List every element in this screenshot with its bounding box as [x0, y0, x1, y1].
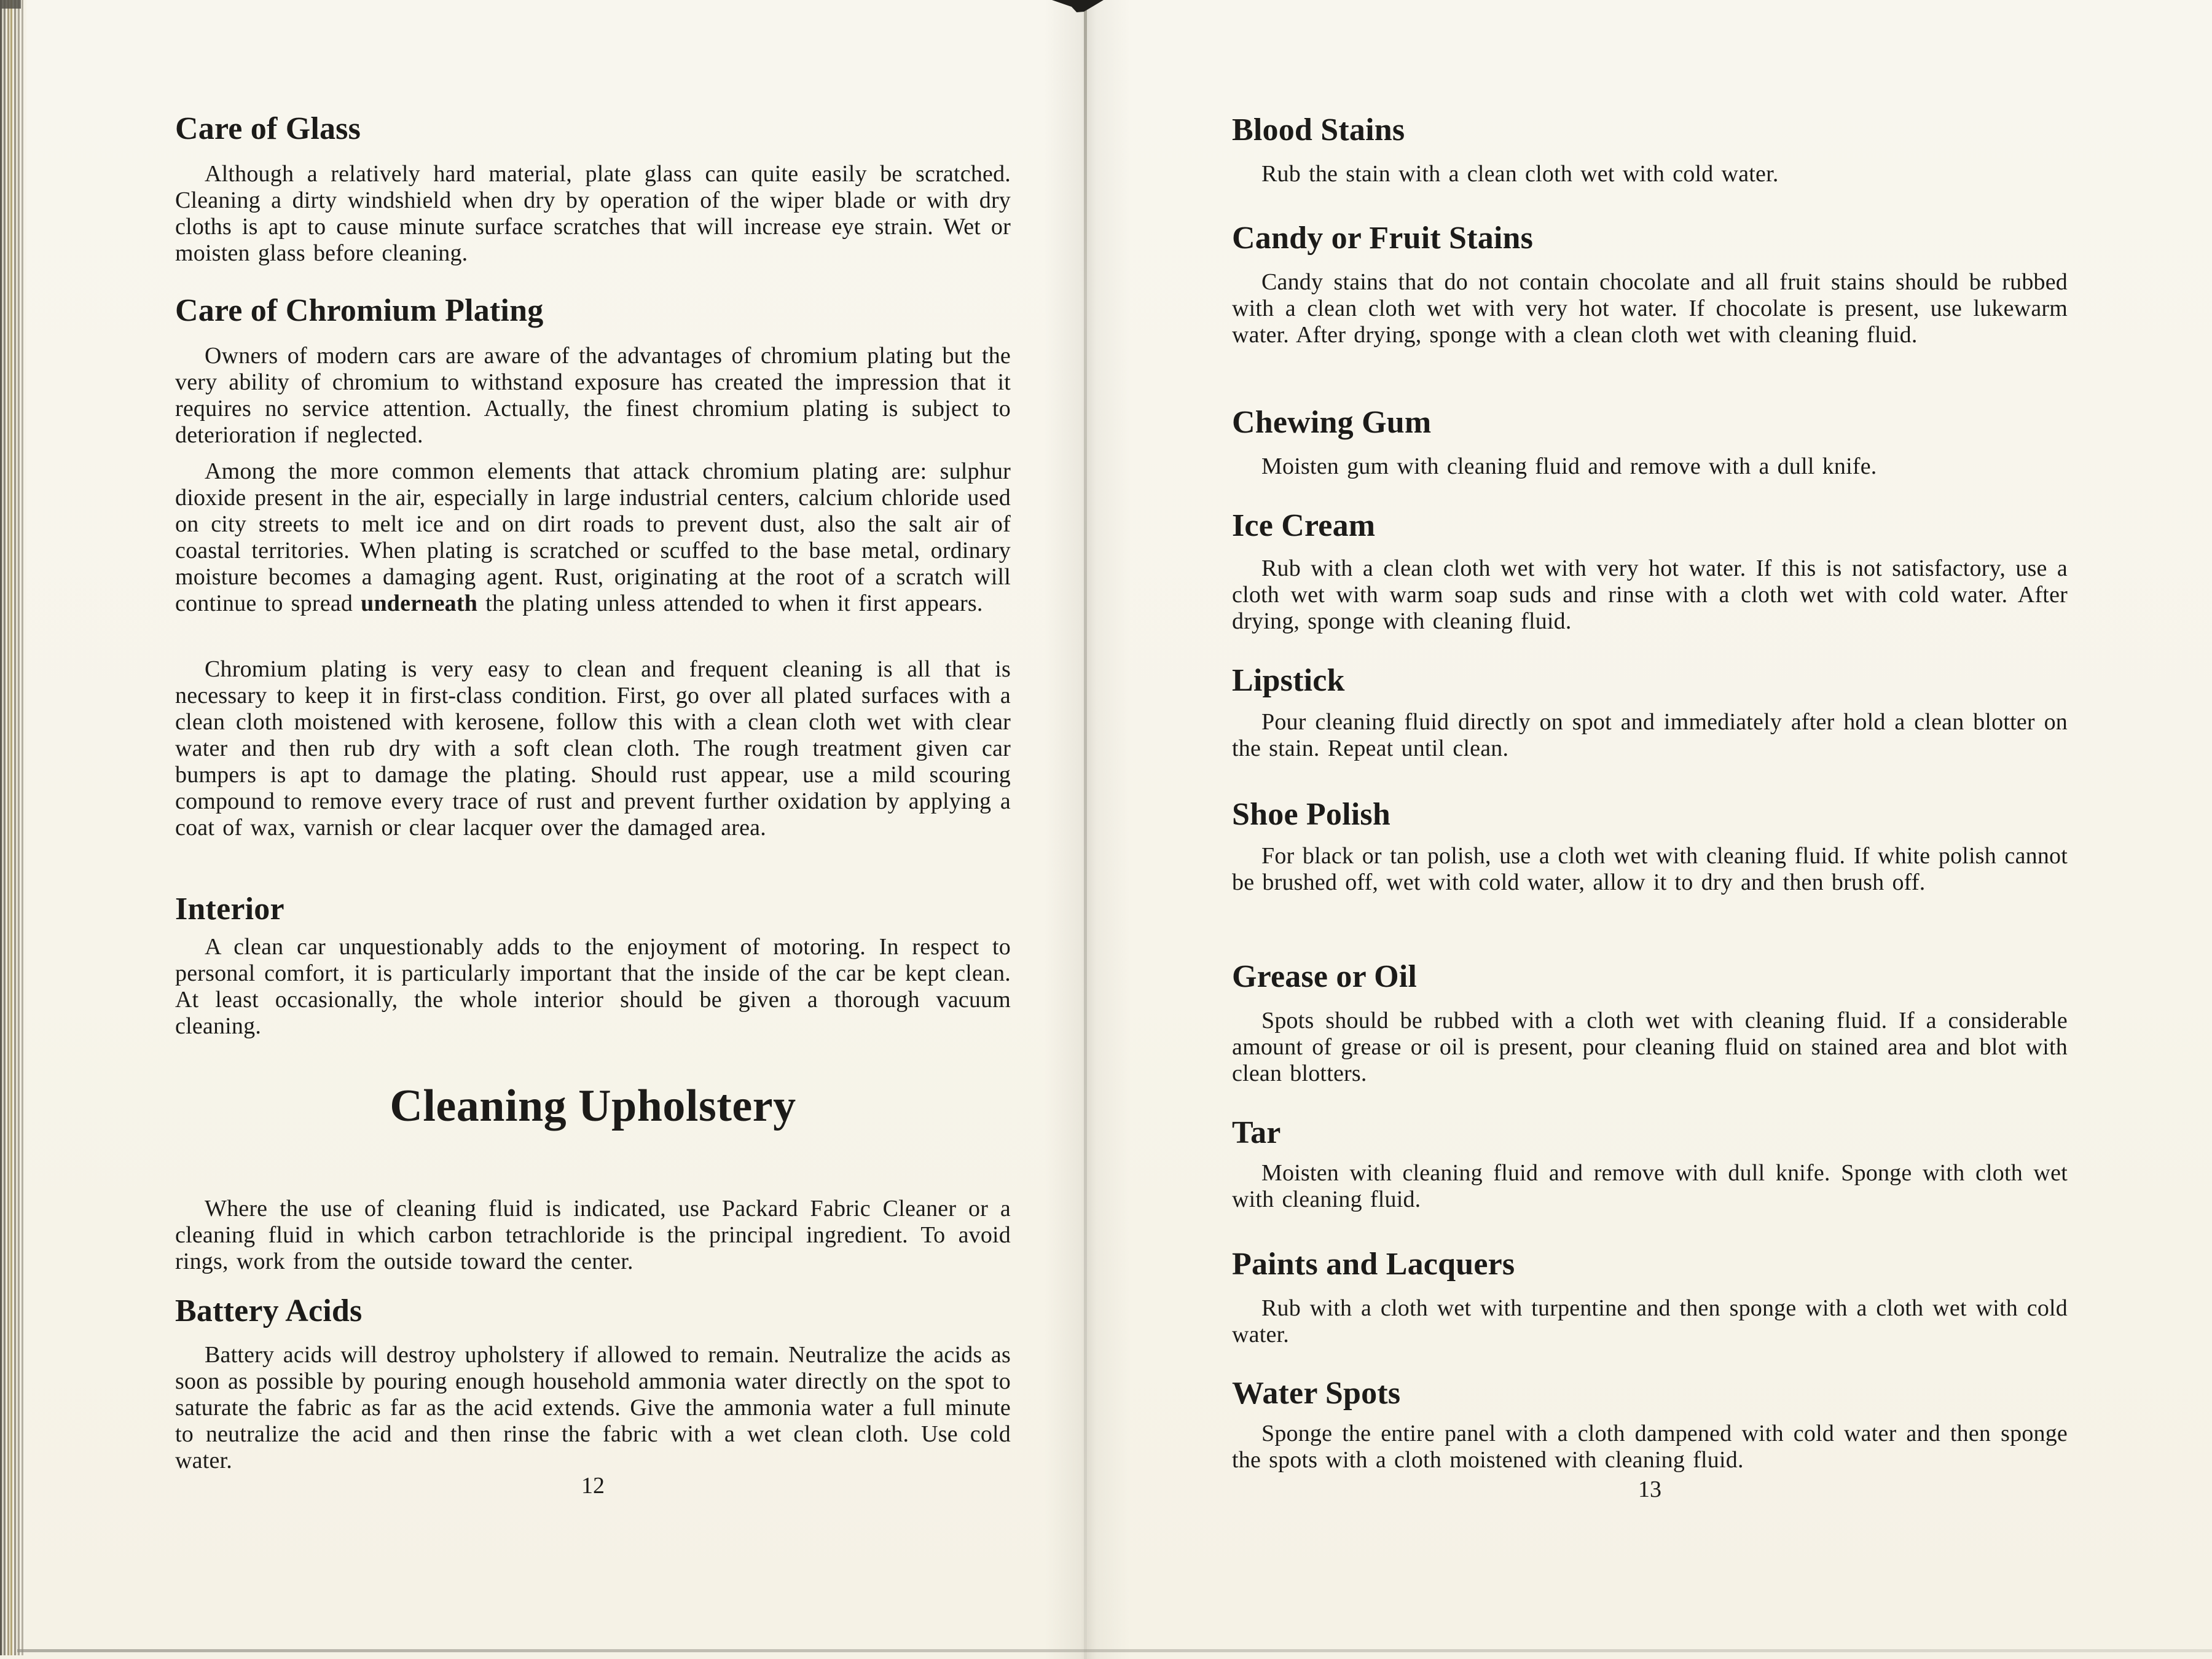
- paragraph-tar: Moisten with cleaning fluid and remove with dull knife. Sponge with cloth wet with cleaning fluid.: [1232, 1160, 2068, 1212]
- paragraph-chromium-1: Owners of modern cars are aware of the advantages of chromium plating but the very ability of chromium to withstand exposure has created the impression that it requires no service attention. Actually, the finest chromium plating is subject to deterioration if neglected.: [175, 343, 1011, 448]
- paragraph-shoe-polish: For black or tan polish, use a cloth wet with cleaning fluid. If white polish cannot be brushed off, wet with cold water, allow it to dry and then brush off.: [1232, 843, 2068, 895]
- heading-interior: Interior: [175, 892, 284, 927]
- paragraph-chromium-2: [175, 458, 1011, 617]
- paragraph-chewing-gum: Moisten gum with cleaning fluid and remove with a dull knife.: [1261, 453, 1877, 479]
- paragraph-blood-stains: Rub the stain with a clean cloth wet with cold water.: [1261, 161, 1779, 187]
- paragraph-chromium-2-bold-word: underneath: [361, 590, 478, 616]
- heading-paints-and-lacquers: Paints and Lacquers: [1232, 1247, 1515, 1282]
- page-number-right: 13: [1638, 1477, 1661, 1502]
- page-number-left: 12: [581, 1473, 605, 1499]
- paragraph-lipstick: Pour cleaning fluid directly on spot and immediately after hold a clean blotter on the stain. Repeat until clean.: [1232, 709, 2068, 761]
- paragraph-grease-or-oil: Spots should be rubbed with a cloth wet with cleaning fluid. If a considerable amount of grease or oil is present, pour cleaning fluid on stained area and blot with clean blotters.: [1232, 1008, 2068, 1086]
- heading-ice-cream: Ice Cream: [1232, 508, 1376, 543]
- heading-lipstick: Lipstick: [1232, 663, 1345, 698]
- paragraph-paints-and-lacquers: Rub with a cloth wet with turpentine and then sponge with a cloth wet with cold water.: [1232, 1295, 2068, 1347]
- heading-blood-stains: Blood Stains: [1232, 112, 1405, 147]
- paragraph-chromium-3: Chromium plating is very easy to clean and frequent cleaning is all that is necessary to keep it in first-class condition. First, go over all plated surfaces with a clean cloth moistened with kerosene, follow this with a clean cloth wet with clear water and then rub dry with a soft clean cloth. The rough treatment given car bumpers is apt to damage the plating. Should rust appear, use a mild scouring compound to remove every trace of rust and prevent further oxidation by applying a coat of wax, varnish or clear lacquer over the damaged area.: [175, 656, 1011, 841]
- heading-candy-or-fruit-stains: Candy or Fruit Stains: [1232, 221, 1534, 256]
- paragraph-care-of-glass: Although a relatively hard material, plate glass can quite easily be scratched. Cleaning a dirty windshield when dry by operation of the wiper blade or with dry cloths is apt to cause minute surface scratches that will increase eye strain. Wet or moisten glass before cleaning.: [175, 161, 1011, 266]
- page-left: [175, 0, 1011, 1659]
- paragraph-chromium-2-pre: Among the more common elements that attack chromium plating are: sulphur dioxide present in the air, especially in large industrial centers, calcium chloride used on city streets to melt ice and on dirt roads to prevent dust, also the salt air of coastal territories. When plating is scratched or scuffed to the base metal, ordinary moisture becomes a damaging agent. Rust, originating at the root of a scratch will continue to spread: [175, 458, 1011, 616]
- paragraph-cleaning-upholstery-intro: Where the use of cleaning fluid is indicated, use Packard Fabric Cleaner or a cleaning fluid in which carbon tetrachloride is the principal ingredient. To avoid rings, work from the outside toward the center.: [175, 1196, 1011, 1274]
- paragraph-water-spots: Sponge the entire panel with a cloth dampened with cold water and then sponge the spots with a cloth moistened with cleaning fluid.: [1232, 1421, 2068, 1473]
- heading-tar: Tar: [1232, 1115, 1281, 1150]
- spine-gutter-shadow: [1045, 0, 1131, 1659]
- paragraph-ice-cream: Rub with a clean cloth wet with very hot water. If this is not satisfactory, use a cloth wet with warm soap suds and rinse with a cloth wet with cold water. After drying, sponge with cleaning fluid.: [1232, 555, 2068, 634]
- heading-care-of-chromium-plating: Care of Chromium Plating: [175, 293, 544, 328]
- page-edge-top-shade: [0, 0, 21, 9]
- heading-chewing-gum: Chewing Gum: [1232, 405, 1432, 440]
- page-edge-stack: [0, 0, 27, 1655]
- heading-grease-or-oil: Grease or Oil: [1232, 959, 1418, 994]
- spine-gutter-line: [1084, 6, 1087, 1659]
- heading-shoe-polish: Shoe Polish: [1232, 797, 1390, 832]
- page-right: [1232, 0, 2068, 1659]
- chapter-heading-cleaning-upholstery: Cleaning Upholstery: [390, 1081, 796, 1131]
- heading-battery-acids: Battery Acids: [175, 1293, 363, 1328]
- paragraph-battery-acids: Battery acids will destroy upholstery if allowed to remain. Neutralize the acids as soon as possible by pouring enough household ammonia water directly on the spot to saturate the fabric as far as the acid extends. Give the ammonia water a full minute to neutralize the acid and then rinse the fabric with a wet clean cloth. Use cold water.: [175, 1342, 1011, 1473]
- heading-care-of-glass: Care of Glass: [175, 111, 361, 146]
- paragraph-chromium-2-post: the plating unless attended to when it first appears.: [477, 590, 983, 616]
- heading-water-spots: Water Spots: [1232, 1376, 1401, 1411]
- paragraph-candy-or-fruit-stains: Candy stains that do not contain chocolate and all fruit stains should be rubbed with a clean cloth wet with very hot water. If chocolate is present, use lukewarm water. After drying, sponge with a clean cloth wet with cleaning fluid.: [1232, 269, 2068, 348]
- paragraph-interior: A clean car unquestionably adds to the enjoyment of motoring. In respect to personal comfort, it is particularly important that the inside of the car be kept clean. At least occasionally, the whole interior should be given a thorough vacuum cleaning.: [175, 934, 1011, 1039]
